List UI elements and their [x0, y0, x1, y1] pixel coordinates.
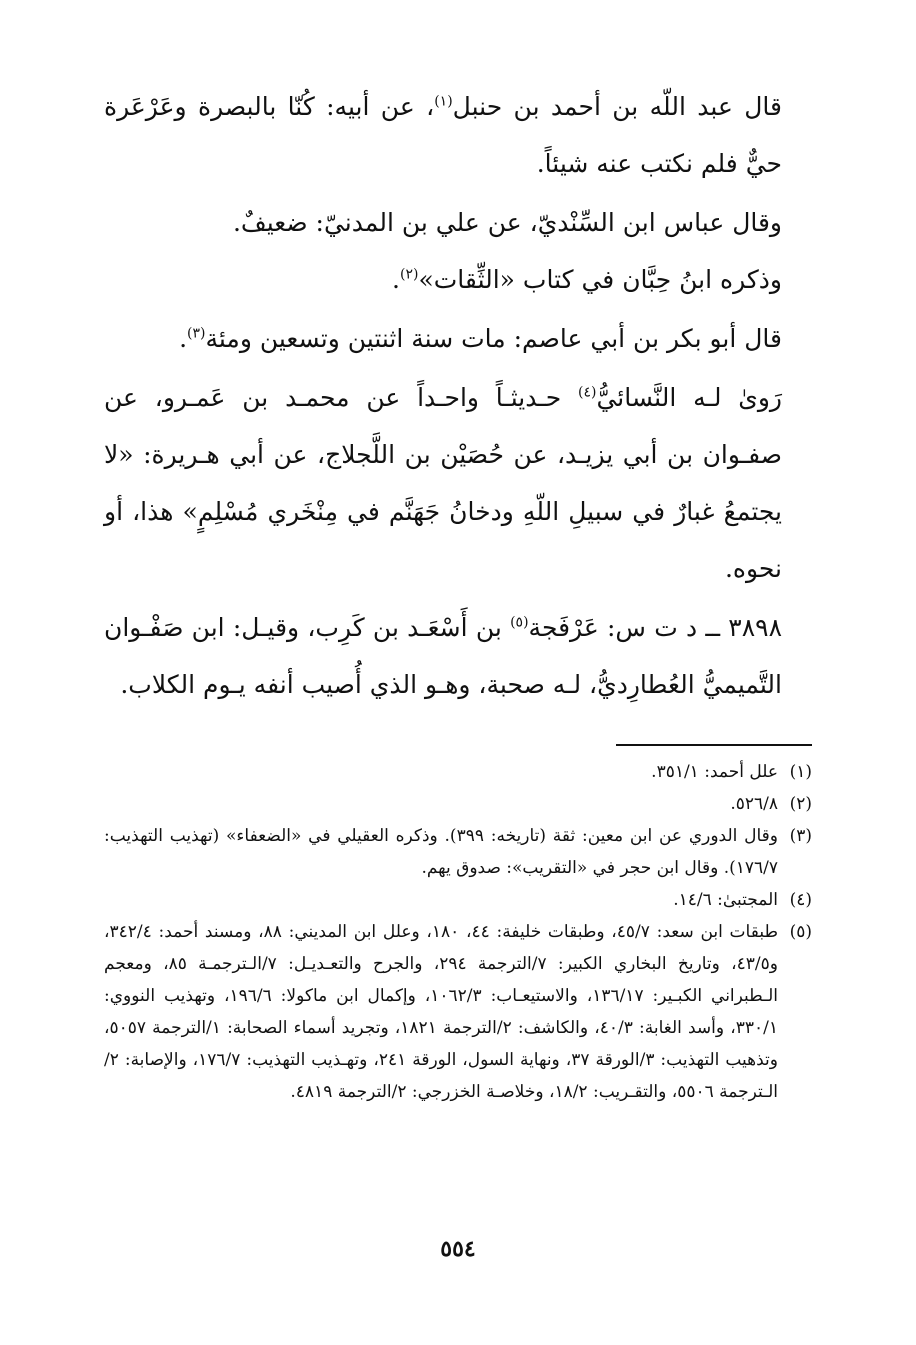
- text-segment: بن أَسْعَـد بن كَرِب، وقيـل: ابن صَفْـوان التَّميميُّ العُطارِديُّ، لـه صحبة، وهـو الذي أُصيب أنفه يـوم الكلاب.: [104, 613, 782, 699]
- text-segment: .: [179, 324, 188, 353]
- text-segment: وذكره ابنُ حِبَّان في كتاب «الثِّقات»: [418, 265, 782, 294]
- footnote-ref-3[interactable]: (٣): [187, 325, 206, 342]
- paragraph-5: [104, 369, 812, 597]
- entry-heading: ٣٨٩٨ ــ د ت س: عَرْفَجة: [528, 613, 783, 642]
- footnote-number: (٤): [789, 890, 812, 910]
- footnote-text: طبقات ابن سعد: ٤٥/٧، وطبقات خليفة: ٤٤، ١٨٠، وعلل ابن المديني: ٨٨، ومسند أحمد: ٣٤٢/٤، و٤٣/٥، وتاريخ البخاري الكبير: ٧/الترجمة ٢٩٤، والجرح والتعـديـل: ٧/الـترجمـة ٨٥، ومعجم الـطبراني الكبـير: ١٣٦/١٧، والاستيعـاب: ١٠٦٢/٣، وإكمال ابن ماكولا: ١٩٦/٦، وتهذيب النووي: ٣٣٠/١، وأسد الغابة: ٤٠/٣، والكاشف: ٢/الترجمة ١٨٢١، وتجريد أسماء الصحابة: ١/الترجمة ٥٠٥٧، وتذهيب التهذيب: ٣/الورقة ٣٧، ونهاية السول، الورقة ٢٤١، وتهـذيب التهذيب: ١٧٦/٧، والإصابة: ٢/الـترجمة ٥٥٠٦، والتقـريب: ١٨/٢، وخلاصـة الخزرجي: ٢/الترجمة ٤٨١٩.: [104, 922, 779, 1102]
- footnote-number: (١): [789, 762, 812, 782]
- footnote-3: [104, 820, 812, 884]
- main-text: [104, 78, 812, 713]
- footnote-ref-1[interactable]: (١): [434, 93, 453, 110]
- footnote-separator: [616, 744, 812, 746]
- footnote-5: [104, 916, 812, 1108]
- text-segment: وقال عباس ابن السِّنْديّ، عن علي بن المدنيّ: ضعيفٌ.: [232, 208, 782, 237]
- footnote-number: (٢): [789, 794, 812, 814]
- footnote-text: علل أحمد: ٣٥١/١.: [651, 762, 778, 782]
- page-number: ٥٥٤: [440, 1236, 476, 1262]
- text-segment: ، عن أبيه: كُنّا بالبصرة وعَرْعَرة حيٌّ فلم نكتب عنه شيئاً.: [104, 92, 782, 178]
- text-segment: قال أبو بكر بن أبي عاصم: مات سنة اثنتين وتسعين ومئة: [205, 324, 782, 353]
- paragraph-4: [104, 310, 812, 367]
- footnote-4: [104, 884, 812, 916]
- footnotes: [104, 756, 812, 1108]
- paragraph-3: [104, 251, 812, 308]
- footnote-2: [104, 788, 812, 820]
- footnote-text: وقال الدوري عن ابن معين: ثقة (تاريخه: ٣٩٩). وذكره العقيلي في «الضعفاء» (تهذيب التهذيب: ١٧٦/٧). وقال ابن حجر في «التقريب»: صدوق يهم.: [104, 826, 778, 878]
- text-segment: .: [392, 265, 400, 294]
- entry-3898: [104, 599, 812, 713]
- footnote-ref-5[interactable]: (٥): [510, 614, 529, 631]
- footnote-1: [104, 756, 812, 788]
- text-segment: رَوىٰ لـه النَّسائيُّ: [596, 383, 782, 412]
- paragraph-2: [104, 194, 812, 251]
- footnote-number: (٥): [789, 922, 812, 942]
- text-segment: حـديثـاً واحـداً عن محمـد بن عَمـرو، عن صفـوان بن أبي يزيـد، عن حُصَيْن بن اللَّجلاج، عن أبي هـريرة: «لا يجتمعُ غبارٌ في سبيلِ اللّهِ ودخانُ جَهَنَّم في مِنْخَري مُسْلِمٍ» هذا، أو نحوه.: [104, 383, 782, 583]
- footnote-ref-4[interactable]: (٤): [577, 384, 597, 401]
- paragraph-1: [104, 78, 812, 192]
- footnote-text: ٥٢٦/٨.: [730, 794, 778, 814]
- footnote-ref-2[interactable]: (٢): [400, 266, 419, 283]
- footnote-text: المجتبىٰ: ١٤/٦.: [673, 890, 778, 910]
- footnote-number: (٣): [789, 826, 812, 846]
- text-segment: قال عبد اللّه بن أحمد بن حنبل: [452, 92, 782, 121]
